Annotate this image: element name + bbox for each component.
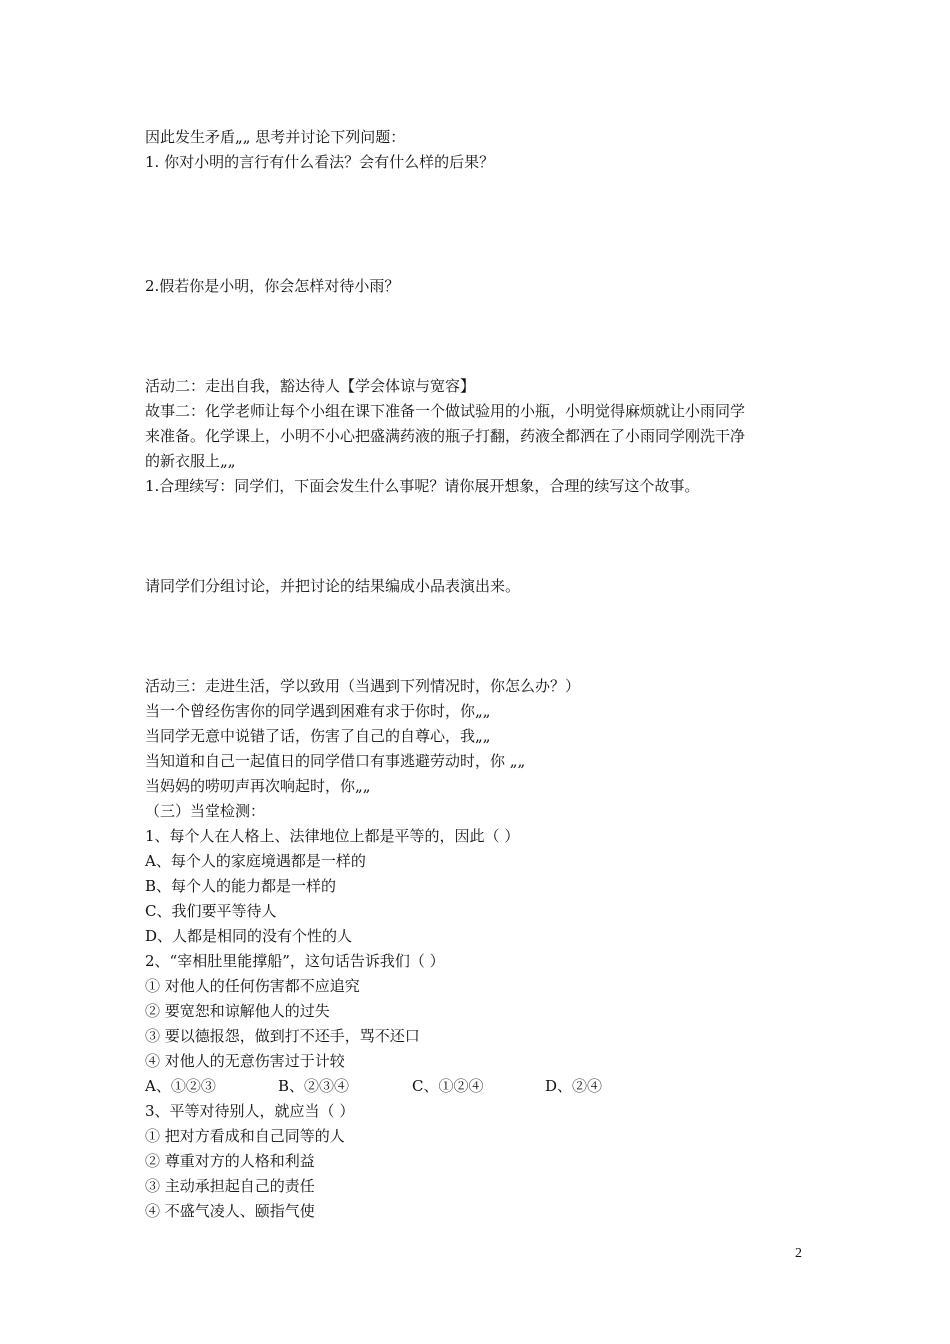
quiz-option: B、每个人的能力都是一样的: [145, 877, 337, 895]
section-heading: （三）当堂检测：: [145, 802, 266, 820]
story-2-line: 来准备。化学课上，小明不小心把盛满药液的瓶子打翻，药液全都洒在了小雨同学刚洗干净: [145, 427, 746, 445]
story-2-line: 故事二：化学老师让每个小组在课下准备一个做试验用的小瓶，小明觉得麻烦就让小雨同学: [145, 402, 746, 420]
group-discussion: 请同学们分组讨论，并把讨论的结果编成小品表演出来。: [145, 577, 521, 595]
continuation-task: 1.合理续写：同学们，下面会发生什么事呢？请你展开想象，合理的续写这个故事。: [145, 477, 700, 495]
quiz-option: C、我们要平等待人: [145, 902, 277, 920]
option-c: C、①②④: [412, 1077, 484, 1095]
question-1: 1. 你对小明的言行有什么看法？会有什么样的后果？: [145, 153, 495, 171]
question-2: 2.假若你是小明，你会怎样对待小雨？: [145, 277, 400, 295]
quiz-question-3: 3、平等对待别人，就应当（ ）: [145, 1102, 355, 1120]
quiz-2-options: [145, 1076, 645, 1096]
page-number: 2: [795, 1246, 802, 1261]
quiz-statement: ④ 不盛气凌人、颐指气使: [145, 1202, 315, 1220]
quiz-option: D、人都是相同的没有个性的人: [145, 927, 353, 945]
quiz-question-2: 2、“宰相肚里能撑船”，这句话告诉我们（ ）: [145, 952, 445, 970]
quiz-statement: ③ 要以德报怨，做到打不还手，骂不还口: [145, 1027, 420, 1045]
scenario-line: 当妈妈的唠叨声再次响起时，你„„: [145, 777, 371, 795]
quiz-statement: ④ 对他人的无意伤害过于计较: [145, 1052, 345, 1070]
scenario-line: 当一个曾经伤害你的同学遇到困难有求于你时，你„„: [145, 702, 491, 720]
scenario-line: 当同学无意中说错了话，伤害了自己的自尊心，我„„: [145, 727, 491, 745]
quiz-statement: ③ 主动承担起自己的责任: [145, 1177, 315, 1195]
quiz-question-1: 1、每个人在人格上、法律地位上都是平等的，因此（ ）: [145, 827, 520, 845]
quiz-option: A、每个人的家庭境遇都是一样的: [145, 852, 366, 870]
activity-3-heading: 活动三：走进生活，学以致用（当遇到下列情况时，你怎么办？）: [145, 677, 581, 695]
option-a: A、①②③: [145, 1077, 216, 1095]
scenario-line: 当知道和自己一起值日的同学借口有事逃避劳动时，你 „„: [145, 752, 526, 770]
option-b: B、②③④: [278, 1077, 350, 1095]
activity-2-heading: 活动二：走出自我，豁达待人【学会体谅与宽容】: [145, 377, 476, 395]
story-2-line: 的新衣服上„„: [145, 452, 236, 470]
quiz-statement: ① 把对方看成和自己同等的人: [145, 1127, 345, 1145]
quiz-statement: ② 要宽恕和谅解他人的过失: [145, 1002, 330, 1020]
quiz-statement: ① 对他人的任何伤害都不应追究: [145, 977, 360, 995]
text-line: 因此发生矛盾„„ 思考并讨论下列问题：: [145, 128, 406, 146]
option-d: D、②④: [545, 1077, 603, 1095]
quiz-statement: ② 尊重对方的人格和利益: [145, 1152, 315, 1170]
